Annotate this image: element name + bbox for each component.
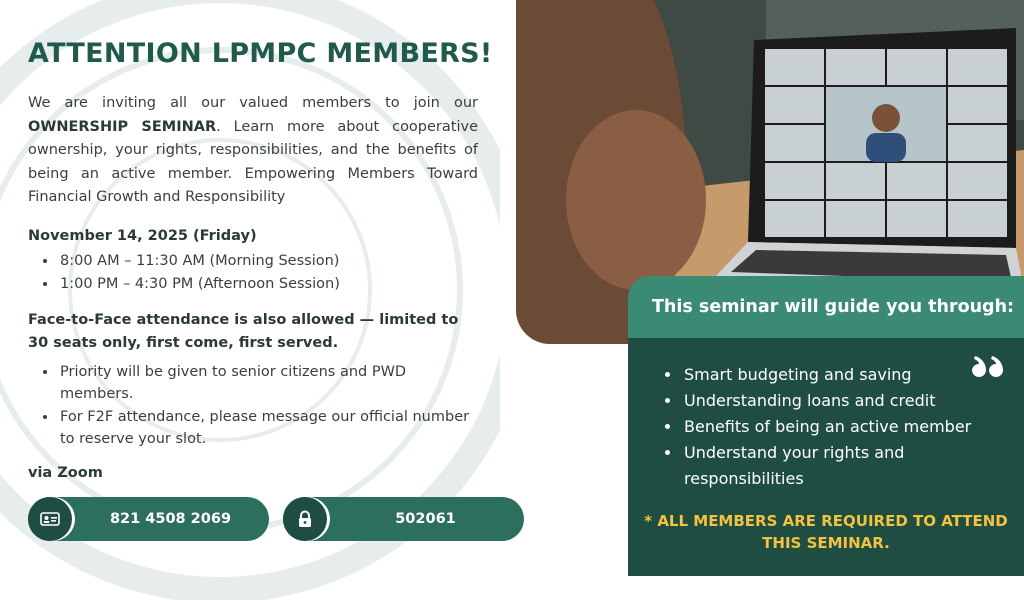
meeting-id-pill [28,497,269,541]
guide-item: • Smart budgeting and saving [682,362,1002,388]
lock-icon [283,497,327,541]
page-title: ATTENTION LPMPC MEMBERS! [28,38,493,69]
meeting-id-value: 821 4508 2069 [109,511,232,527]
f2f-heading: Face-to-Face attendance is also allowed — limited to 30 seats only, first come, first served. [28,311,459,351]
required-note: * ALL MEMBERS ARE REQUIRED TO ATTEND THIS SEMINAR. [644,512,1008,552]
guide-panel [628,338,1024,576]
intro-paragraph [28,92,478,210]
id-card-icon [28,497,72,541]
guide-item: • Understanding loans and credit [682,388,1002,414]
passcode-pill [283,497,524,541]
session-list [28,250,478,297]
guide-item: • Understand your rights and responsibilities [682,440,1002,492]
event-date: November 14, 2025 (Friday) [28,227,257,244]
guide-item: • Benefits of being an active member [682,414,1002,440]
intro-highlight: OWNERSHIP SEMINAR [28,118,217,135]
session-item: • 1:00 PM – 4:30 PM (Afternoon Session) [58,273,478,297]
f2f-item: • For F2F attendance, please message our official number to reserve your slot. [58,406,478,451]
passcode-value: 502061 [395,511,456,527]
f2f-list [28,361,478,451]
intro-suffix: . Learn more about cooperative ownership, your rights, responsibilities, and the benefits of being an active member. Empowering Members Toward Financial Growth and Responsibility [28,118,478,205]
f2f-item: • Priority will be given to senior citizens and PWD members. [58,361,478,406]
zoom-label: via Zoom [28,464,103,481]
intro-prefix: We are inviting all our valued members to join our [28,95,478,111]
announcement-column [28,36,493,481]
quote-icon [970,354,1006,380]
guide-heading: This seminar will guide you through: [628,276,1024,338]
guide-list [628,362,1002,492]
session-item: • 8:00 AM – 11:30 AM (Morning Session) [58,250,478,274]
